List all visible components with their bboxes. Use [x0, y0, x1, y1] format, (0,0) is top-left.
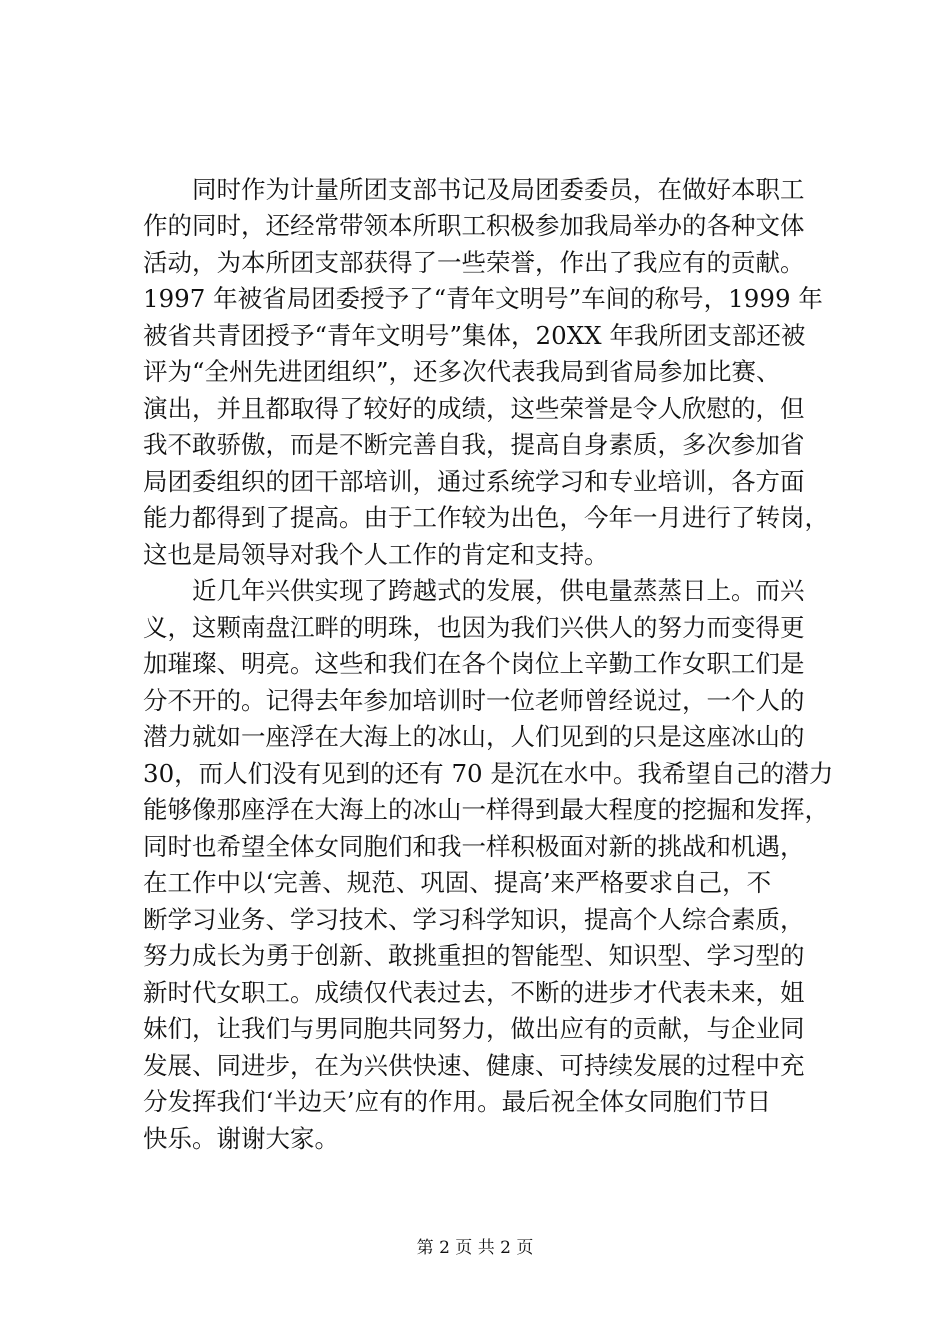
text-line: 分发挥我们‘半边天’应有的作用。最后祝全体女同胞们节日 [143, 1087, 772, 1116]
text-line: 这也是局领导对我个人工作的肯定和支持。 [143, 540, 609, 569]
text-line: 评为“全州先进团组织”，还多次代表我局到省局参加比赛、 [143, 357, 781, 386]
text-line: 妹们，让我们与男同胞共同努力，做出应有的贡献，与企业同 [143, 1014, 805, 1043]
text-line: 30，而人们没有见到的还有 70 是沉在水中。我希望自己的潜力 [143, 759, 834, 788]
text-line: 分不开的。记得去年参加培训时一位老师曾经说过，一个人的 [143, 686, 805, 715]
text-line: 局团委组织的团干部培训，通过系统学习和专业培训，各方面 [143, 467, 805, 496]
text-line: 能够像那座浮在大海上的冰山一样得到最大程度的挖掘和发挥， [143, 795, 829, 824]
text-line: 同时作为计量所团支部书记及局团委委员，在做好本职工 [143, 175, 805, 204]
text-line: 义，这颗南盘江畔的明珠，也因为我们兴供人的努力而变得更 [143, 613, 805, 642]
text-line: 努力成长为勇于创新、敢挑重担的智能型、知识型、学习型的 [143, 941, 805, 970]
text-line: 近几年兴供实现了跨越式的发展，供电量蒸蒸日上。而兴 [143, 576, 805, 605]
text-line: 活动，为本所团支部获得了一些荣誉，作出了我应有的贡献。 [143, 248, 805, 277]
text-line: 演出，并且都取得了较好的成绩，这些荣誉是令人欣慰的，但 [143, 394, 805, 423]
text-line: 发展、同进步，在为兴供快速、健康、可持续发展的过程中充 [143, 1051, 805, 1080]
text-line: 在工作中以‘完善、规范、巩固、提高’来严格要求自己，不 [143, 868, 772, 897]
text-line: 能力都得到了提高。由于工作较为出色，今年一月进行了转岗， [143, 503, 829, 532]
text-line: 新时代女职工。成绩仅代表过去，不断的进步才代表未来，姐 [143, 978, 805, 1007]
text-line: 加璀璨、明亮。这些和我们在各个岗位上辛勤工作女职工们是 [143, 649, 805, 678]
text-line: 同时也希望全体女同胞们和我一样积极面对新的挑战和机遇， [143, 832, 805, 861]
text-line: 我不敢骄傲，而是不断完善自我，提高自身素质，多次参加省 [143, 430, 805, 459]
text-line: 断学习业务、学习技术、学习科学知识，提高个人综合素质， [143, 905, 805, 934]
page-number-footer: 第 2 页 共 2 页 [416, 1238, 534, 1258]
text-line: 快乐。谢谢大家。 [143, 1124, 339, 1153]
text-line: 作的同时，还经常带领本所职工积极参加我局举办的各种文体 [143, 211, 805, 240]
text-line: 潜力就如一座浮在大海上的冰山，人们见到的只是这座冰山的 [143, 722, 805, 751]
text-line: 被省共青团授予“青年文明号”集体，20XX 年我所团支部还被 [143, 321, 806, 350]
text-line: 1997 年被省局团委授予了“青年文明号”车间的称号，1999 年 [143, 284, 823, 313]
